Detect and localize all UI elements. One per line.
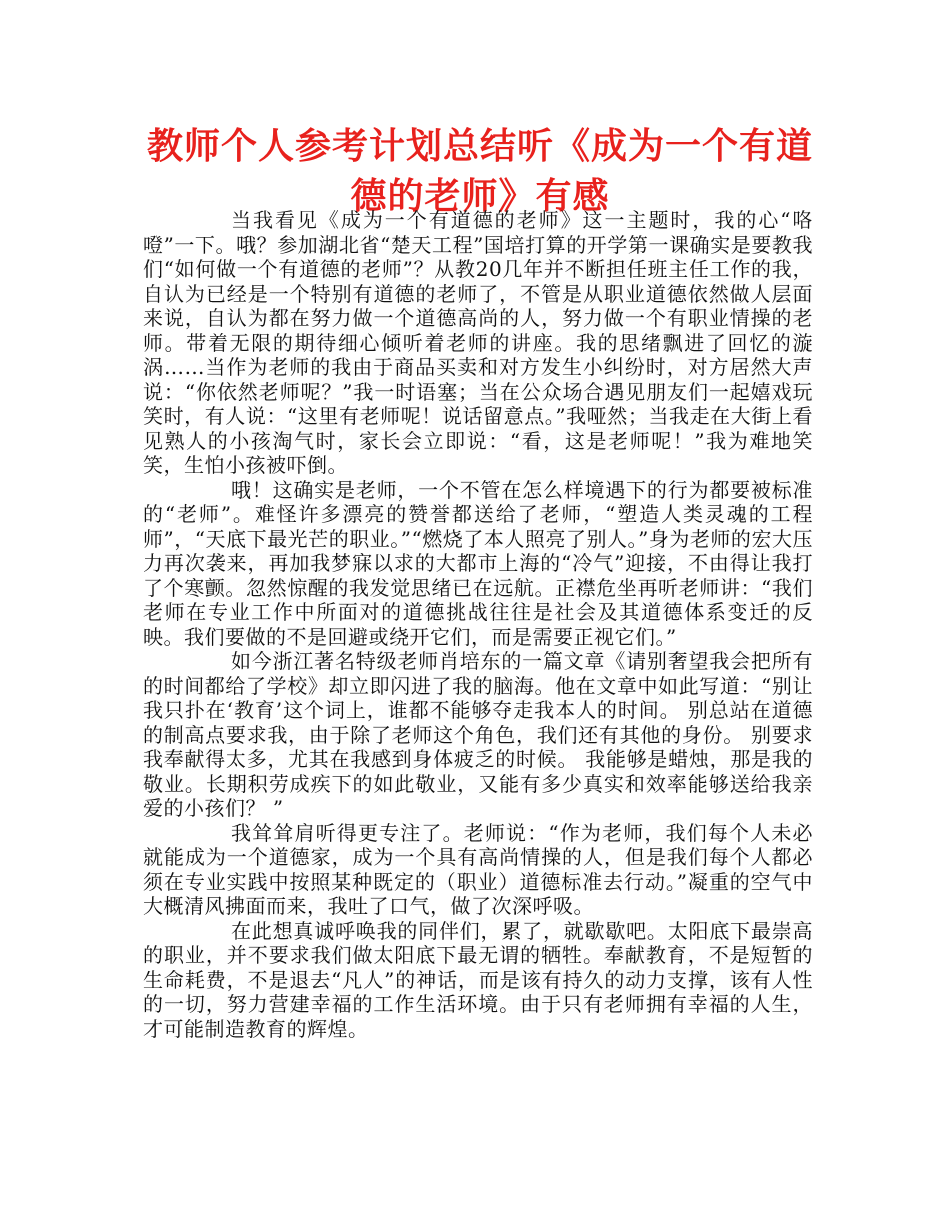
paragraph: 当我看见《成为一个有道德的老师》这一主题时，我的心“咯噔”一下。哦？参加湖北省“楚天工程”国培打算的开学第一课确实是要教我们“如何做一个有道德的老师”？从教20几年并不断担任班主任工作的我，自认为已经是一个特别有道德的老师了，不管是从职业道德依然做人层面来说，自认为都在努力做一个道德高尚的人，努力做一个有职业情操的老师。带着无限的期待细心倾听着老师的讲座。我的思绪飘进了回忆的漩涡……当作为老师的我由于商品买卖和对方发生小纠纷时，对方居然大声说：“你依然老师呢？”我一时语塞；当在公众场合遇见朋友们一起嬉戏玩笑时，有人说：“这里有老师呢！说话留意点。”我哑然；当我走在大街上看见熟人的小孩淘气时，家长会立即说：“看，这是老师呢！”我为难地笑笑，生怕小孩被吓倒。: [143, 208, 813, 477]
paragraph: 我耸耸肩听得更专注了。老师说：“作为老师，我们每个人未必就能成为一个道德家，成为一个具有高尚情操的人，但是我们每个人都必须在专业实践中按照某种既定的（职业）道德标准去行动。”凝重的空气中大概清风拂面而来，我吐了口气，做了次深呼吸。: [143, 820, 813, 918]
paragraph: 在此想真诚呼唤我的同伴们，累了，就歇歇吧。太阳底下最崇高的职业，并不要求我们做太阳底下最无谓的牺牲。奉献教育，不是短暂的生命耗费，不是退去“凡人”的神话，而是该有持久的动力支撑，该有人性的一切，努力营建幸福的工作生活环境。由于只有老师拥有幸福的人生，才可能制造教育的辉煌。: [143, 918, 813, 1041]
document-body: [143, 208, 813, 1041]
paragraph: 哦！这确实是老师，一个不管在怎么样境遇下的行为都要被标准的“老师”。难怪许多漂亮的赞誉都送给了老师，“塑造人类灵魂的工程师”，“天底下最光芒的职业。”“燃烧了本人照亮了别人。”身为老师的宏大压力再次袭来，再加我梦寐以求的大都市上海的“冷气”迎接，不由得让我打了个寒颤。忽然惊醒的我发觉思绪已在远航。正襟危坐再听老师讲：“我们老师在专业工作中所面对的道德挑战往往是社会及其道德体系变迁的反映。我们要做的不是回避或绕开它们，而是需要正视它们。”: [143, 477, 813, 649]
document-title: 教师个人参考计划总结听《成为一个有道德的老师》有感: [146, 126, 813, 217]
paragraph: 如今浙江著名特级老师肖培东的一篇文章《请别奢望我会把所有的时间都给了学校》却立即闪进了我的脑海。他在文章中如此写道：“别让我只扑在‘教育’这个词上，谁都不能够夺走我本人的时间。 别总站在道德的制高点要求我，由于除了老师这个角色，我们还有其他的身份。 别要求我奉献得太多，尤其在我感到身体疲乏的时候。 我能够是蜡烛，那是我的敬业。长期积劳成疾下的如此敬业，又能有多少真实和效率能够送给我亲爱的小孩们？ ”: [143, 649, 813, 820]
